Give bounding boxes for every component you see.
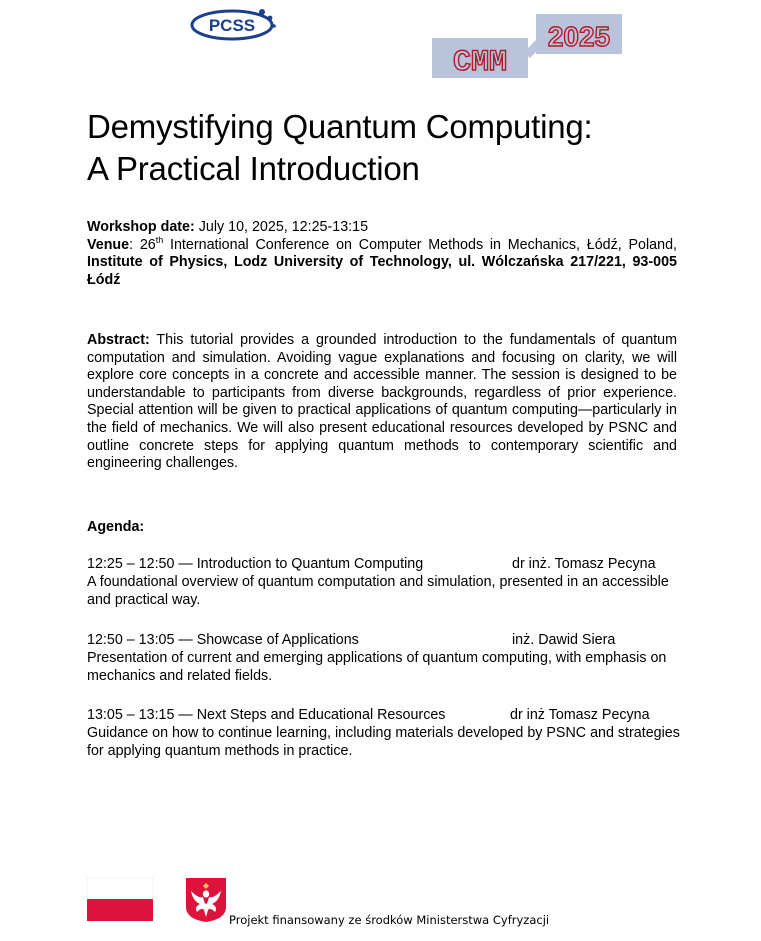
- agenda-description: Presentation of current and emerging applications of quantum computing, with emphasis on mechanics and related fields.: [87, 650, 667, 684]
- agenda-item: [87, 707, 687, 760]
- workshop-info: [87, 219, 677, 289]
- agenda-time-title: 12:25 – 12:50 — Introduction to Quantum Computing: [87, 556, 424, 572]
- agenda-item: [87, 556, 687, 609]
- agenda-speaker: dr inż. Tomasz Pecyna: [512, 556, 656, 572]
- abstract-label: Abstract:: [87, 332, 150, 348]
- polish-eagle-emblem-icon: [185, 877, 227, 923]
- venue-text: International Conference on Computer Methods in Mechanics, Łódź, Poland,: [163, 236, 677, 253]
- pcss-logo-text: PCSS: [208, 16, 256, 35]
- polish-flag-icon: [87, 877, 153, 921]
- venue-label: Venue: [87, 236, 130, 253]
- cmm-2025-logo: [432, 12, 624, 80]
- agenda-speaker: dr inż Tomasz Pecyna: [510, 707, 650, 723]
- workshop-date-label: Workshop date:: [87, 219, 195, 235]
- agenda-item: [87, 632, 687, 685]
- agenda-heading: Agenda:: [87, 519, 145, 535]
- venue-colon: :: [129, 236, 140, 253]
- funding-note: Projekt finansowany ze środków Ministerstwa Cyfryzacji: [229, 913, 550, 927]
- title-line-2: A Practical Introduction: [87, 150, 420, 187]
- agenda-time-title: 12:50 – 13:05 — Showcase of Applications: [87, 632, 359, 648]
- venue-address: Institute of Physics, Lodz University of Technology, ul. Wólczańska 217/221, 93-005 Łódź: [87, 254, 677, 288]
- title-line-1: Demystifying Quantum Computing:: [87, 108, 593, 145]
- pcss-logo: [190, 6, 280, 42]
- agenda-time-title: 13:05 – 13:15 — Next Steps and Educational Resources: [87, 707, 446, 723]
- cmm-logo-text: CMM: [452, 46, 508, 80]
- cmm-logo-year: 2025: [547, 21, 611, 52]
- page-title: [87, 106, 707, 190]
- agenda-speaker: inż. Dawid Siera: [512, 632, 616, 648]
- agenda-description: Guidance on how to continue learning, including materials developed by PSNC and strategies for applying quantum methods in practice.: [87, 725, 680, 759]
- abstract-text: This tutorial provides a grounded introduction to the fundamentals of quantum computation and simulation. Avoiding vague explanations and focusing on clarity, we will explore core concepts in a concrete and accessible manner. The session is designed to be understandable to participants from diverse backgrounds, regardless of prior experience. Special attention will be given to practical applications of quantum computing—particularly in the field of mechanics. We will also present educational resources developed by PSNC and outline concrete steps for applying quantum methods to contemporary scientific and engineering challenges.: [87, 332, 677, 472]
- abstract: [87, 332, 677, 473]
- venue-number: 26: [139, 236, 156, 253]
- workshop-date-value: July 10, 2025, 12:25-13:15: [194, 219, 369, 235]
- agenda-description: A foundational overview of quantum computation and simulation, presented in an accessible and practical way.: [87, 574, 669, 608]
- venue-ordinal: th: [155, 234, 164, 245]
